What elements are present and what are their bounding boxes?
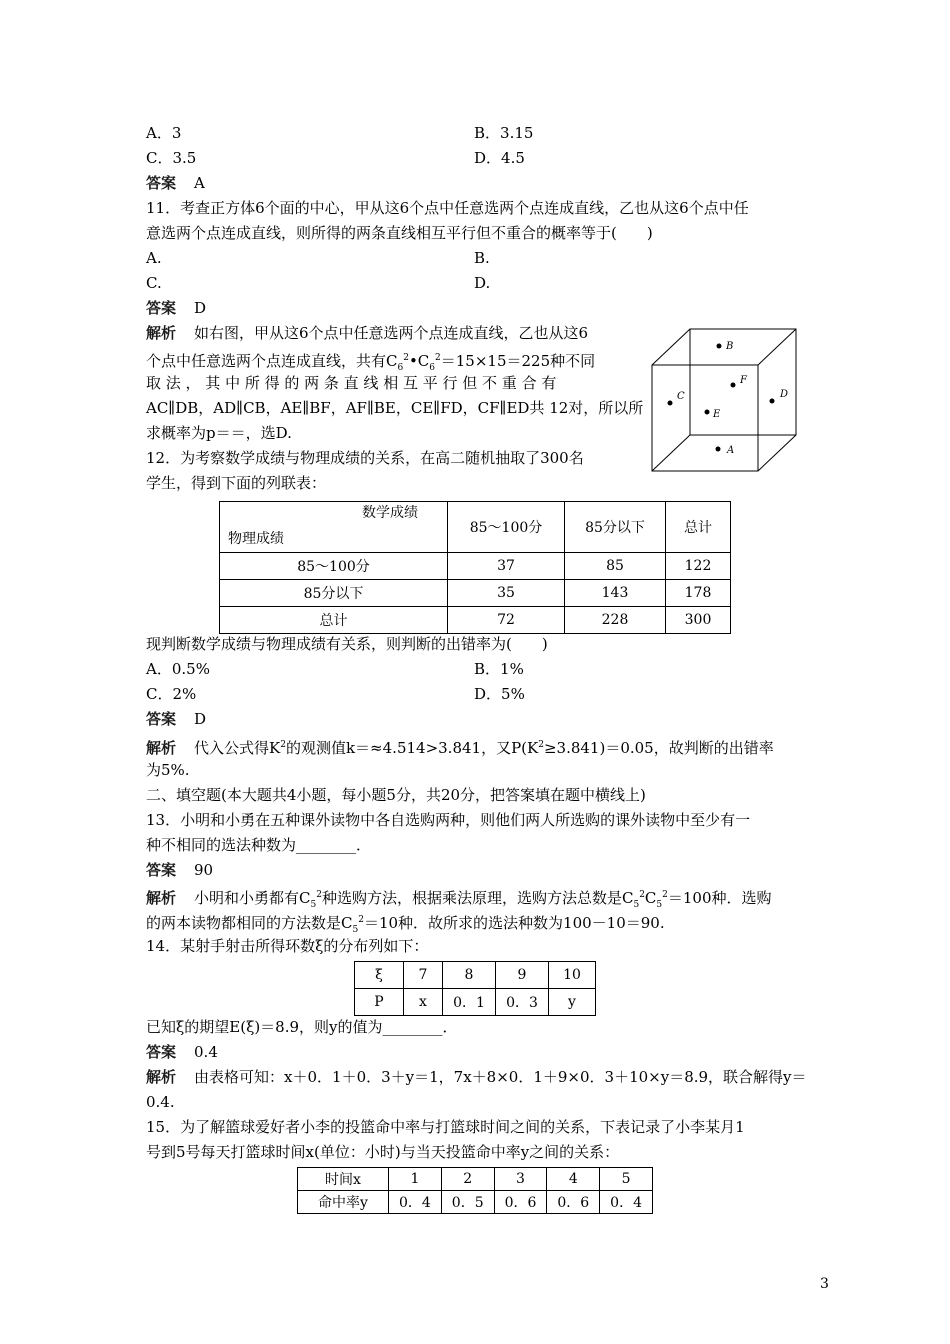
q12-analysis-line2: 为5%. xyxy=(146,761,190,779)
point-a xyxy=(716,447,721,452)
q12-answer: 答案 D xyxy=(146,710,207,728)
q14-question: 已知ξ的期望E(ξ)＝8.9，则y的值为________． xyxy=(146,1018,458,1036)
table-header: 85～100分 xyxy=(448,502,565,553)
q11-analysis-line3: 取 法 ， 其 中 所 得 的 两 条 直 线 相 互 平 行 但 不 重 合 有 xyxy=(146,374,557,392)
label-e: E xyxy=(713,409,721,420)
q13-stem-line1: 13．小明和小勇在五种课外读物中各自选购两种，则他们两人所选购的课外读物中至少有一 xyxy=(146,811,751,829)
q11-analysis-line1: 解析 如右图，甲从这6个点中任意选两个点连成直线，乙也从这6 xyxy=(146,324,589,342)
page-number: 3 xyxy=(820,1276,829,1292)
q13-analysis-line1: 解析 小明和小勇都有$C_5^2$种选购方法，根据乘法原理，选购方法总数是$C_5^2C_5^2=100$种．选购 xyxy=(146,889,772,910)
point-e xyxy=(705,410,710,415)
point-d xyxy=(770,399,775,404)
q10-option-c: C．3.5 xyxy=(146,149,197,167)
label-d: D xyxy=(780,389,789,400)
table-row: 命中率y 0．4 0．5 0．6 0．6 0．4 xyxy=(298,1191,653,1214)
table-corner-cell: 数学成绩 物理成绩 xyxy=(220,502,448,553)
table-row: 85～100分 37 85 122 xyxy=(220,553,731,580)
table-row: 时间x 1 2 3 4 5 xyxy=(298,1168,653,1191)
point-c xyxy=(668,401,673,406)
q10-option-a: A．3 xyxy=(146,124,182,142)
table-row: 总计 72 228 300 xyxy=(220,607,731,634)
q12-stem-line2: 学生，得到下面的列联表： xyxy=(146,474,327,492)
point-f xyxy=(731,383,736,388)
q12-option-a: A．0.5% xyxy=(146,660,210,678)
q11-option-b: B. xyxy=(474,249,490,267)
q11-option-c: C. xyxy=(146,274,162,292)
q15-stem-line2: 号到5号每天打篮球时间x(单位：小时)与当天投篮命中率y之间的关系： xyxy=(146,1143,620,1161)
q14-analysis-line2: 0.4. xyxy=(146,1093,175,1111)
q11-stem-line1: 11．考查正方体6个面的中心，甲从这6个点中任意选两个点连成直线，乙也从这6个点中任 xyxy=(146,199,749,217)
table-header: 85分以下 xyxy=(565,502,666,553)
label-c: C xyxy=(677,391,685,402)
q12-analysis-line1: 解析 代入公式得$K^2$的观测值k＝≈4.514>3.841，又$P(K^2\ge 3.841)=0.05$，故判断的出错率 xyxy=(146,739,774,757)
q10-option-b: B．3.15 xyxy=(474,124,534,142)
q13-answer: 答案 90 xyxy=(146,861,214,879)
q15-stem-line1: 15．为了解篮球爱好者小李的投篮命中率与打篮球时间之间的关系，下表记录了小李某月1 xyxy=(146,1118,745,1136)
section-heading: 二、填空题(本大题共4小题，每小题5分，共20分，把答案填在题中横线上) xyxy=(146,786,646,804)
q12-option-b: B．1% xyxy=(474,660,524,678)
q12-question: 现判断数学成绩与物理成绩有关系，则判断的出错率为( ) xyxy=(146,635,548,653)
q11-analysis-line4: AC∥DB，AD∥CB，AE∥BF，AF∥BE，CE∥FD，CF∥ED共 12对，所以所 xyxy=(146,399,644,417)
label-f: F xyxy=(740,375,747,386)
q14-answer: 答案 0.4 xyxy=(146,1043,218,1061)
q12-option-d: D．5% xyxy=(474,685,525,703)
q14-analysis-line1: 解析 由表格可知：x＋0．1＋0．3＋y＝1，7x＋8×0．1＋9×0．3＋10×y＝8.9，联合解得y＝ xyxy=(146,1068,807,1086)
table-row: P x 0．1 0．3 y xyxy=(355,989,596,1016)
q11-analysis-line2: 个点中任意选两个点连成直线，共有$C_6^2•C_6^2=15\times 15=225$种不同 xyxy=(146,352,596,373)
q13-stem-line2: 种不相同的选法种数为________． xyxy=(146,836,372,854)
q10-answer: 答案 A xyxy=(146,174,205,192)
table-header: 总计 xyxy=(666,502,731,553)
q11-option-d: D. xyxy=(474,274,491,292)
q11-option-a: A. xyxy=(146,249,162,267)
cube-figure xyxy=(650,325,800,473)
q11-answer: 答案 D xyxy=(146,299,207,317)
contingency-table xyxy=(219,501,731,634)
hit-rate-table xyxy=(297,1167,653,1214)
q12-stem-line1: 12．为考察数学成绩与物理成绩的关系，在高二随机抽取了300名 xyxy=(146,449,584,467)
label-b: B xyxy=(726,341,734,352)
table-row: ξ 7 8 9 10 xyxy=(355,962,596,989)
q14-stem: 14．某射手射击所得环数ξ的分布列如下： xyxy=(146,937,429,955)
q11-stem-line2: 意选两个点连成直线，则所得的两条直线相互平行但不重合的概率等于( ) xyxy=(146,224,653,242)
q11-analysis-line5: 求概率为p＝＝，选D. xyxy=(146,424,292,442)
point-b xyxy=(717,344,722,349)
distribution-table xyxy=(354,961,596,1016)
q13-analysis-line2: 的两本读物都相同的方法数是$C_5^2=10$种．故所求的选法种数为100－10＝90. xyxy=(146,914,665,935)
table-row: 85分以下 35 143 178 xyxy=(220,580,731,607)
q10-option-d: D．4.5 xyxy=(474,149,525,167)
q12-option-c: C．2% xyxy=(146,685,197,703)
label-a: A xyxy=(727,445,735,456)
